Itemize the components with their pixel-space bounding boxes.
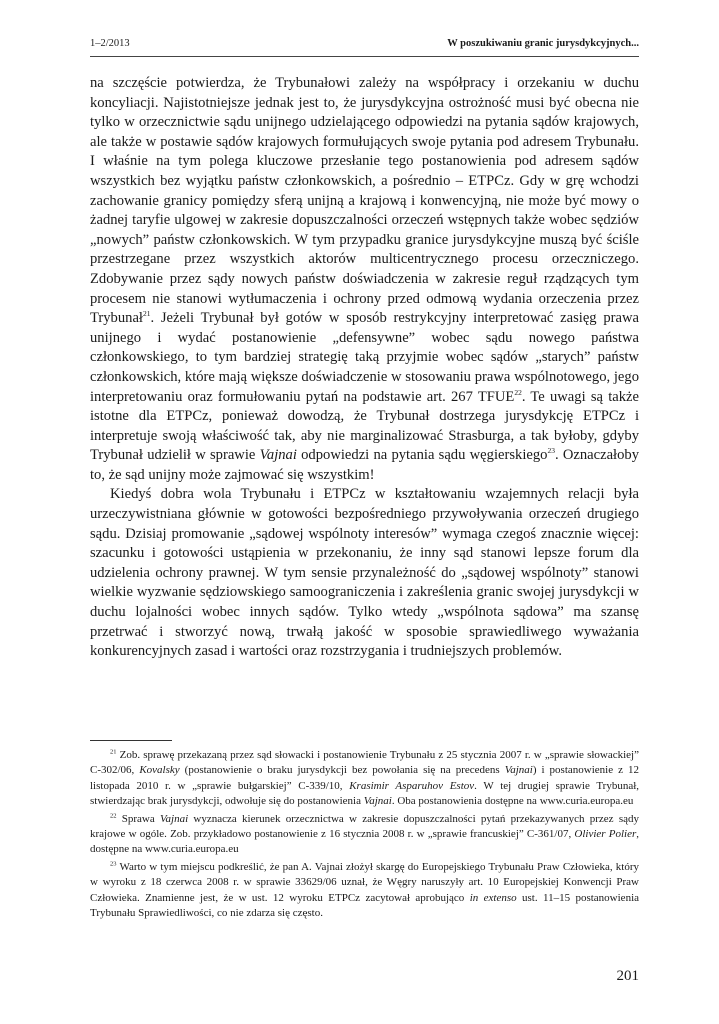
paragraph-1-text-b: . Jeżeli Trybunał był gotów w sposób restrykcyjny interpretować zasięg prawa unijnego i wydać postanowienie „defensywne” wobec sądu nowego państwa członkowskiego, to tym bardziej strategię taką przyjmie wobec sądów „starych” państw członkowskich, które mają większe doświadczenie w stosowaniu prawa wspólnotowego, jego interpretowaniu oraz formułowaniu pytań na podstawie art. 267 TFUE [90,310,639,405]
paragraph-1-text-e: . Oznaczałoby to, że sąd unijny może zajmować się wszystkim! [90,447,640,483]
footnote-22-italic: Vajnai [160,812,189,825]
footnote-ref-21: 21 [142,309,151,319]
footnote-21 [90,748,639,810]
footnote-23-text: Warto w tym miejscu podkreślić, że pan A. Vajnai złożył skargę do Europejskiego Trybunału Praw Człowieka, który w wyroku z 18 czerwca 2008 r. w sprawie 33629/06 uznał, że Węgry naruszyły art. 10 Europejskiej Konwencji Praw Człowieka. Znamienne jest, że w ust. 12 wyroku ETPCz zacytował aprobująco [90,860,639,904]
footnote-23-text: ust. 11–15 postanowienia Trybunału Sprawiedliwości, co nie zdarza się często. [90,891,640,920]
footnote-21-text: (postanowienie o braku jurysdykcji bez powołania się na precedens [179,764,505,777]
paragraph-2: Kiedyś dobra wola Trybunału i ETPCz w kształtowaniu wzajemnych relacji była urzeczywistniana głównie w gotowości bezpośredniego przywoływania orzeczeń drugiego sądu. Dzisiaj promowanie „sądowej wspólnoty interesów” wymaga czegoś znacznie więcej: szacunku i gotowości ustąpienia w przekonaniu, że inny sąd stanowi lepsze forum dla udzielenia ochrony prawnej. W tym sensie przynależność do „sądowej wspólnoty” stanowi wielkie wyzwanie sędziowskiego samoograniczenia i zakreślenia granic swojej jurysdykcji w duchu lojalności wobec innych sądów. Tylko wtedy „wspólnota sądowa” ma szansę przetrwać i stworzyć nową, trwałą jakość w sposobie sprawiedliwego wyważania konkurencyjnych zasad i wartości oraz rozstrzygania i trudniejszych problemów. [90,486,639,660]
footnote-23-italic: in extenso [469,891,517,904]
paragraph-1 [90,74,639,485]
running-title: W poszukiwaniu granic jurysdykcyjnych... [447,38,639,49]
footnote-23-number: 23 [110,860,117,868]
footnote-22-text: Sprawa [116,812,161,825]
footnote-21-text: . W tej drugiej sprawie Trybunał, stwierdzając brak jurysdykcji, odwołuje się do postanowienia [90,779,640,808]
footnote-21-text: ) i postanowienie z 12 listopada 2010 r. w „sprawie bułgarskiej” C-339/10, [90,764,640,792]
footnote-22-number: 22 [110,811,117,819]
footnote-22-text: , dostępne na www.curia.europa.eu [90,828,639,856]
running-header [90,38,639,49]
footnote-ref-23: 23 [547,446,555,456]
footnote-21-text: . Oba postanowienia dostępne na www.curia.europa.eu [391,795,634,808]
paragraph-1-text-d: odpowiedzi na pytania sądu węgierskiego [296,447,548,464]
main-text [90,74,639,662]
footnote-ref-22: 22 [514,387,522,397]
footnote-22-text: wyznacza kierunek orzecznictwa w zakresie dopuszczalności pytań przekazywanych przez sądy krajowe w ogóle. Zob. przykładowo postanowienie z 16 stycznia 2008 r. w „sprawie francuskiej” C-361/07, [90,812,639,841]
footnote-21-italic: Vajnai [363,795,392,808]
page-number: 201 [616,968,639,984]
paragraph-1-text-c: . Te uwagi są także istotne dla ETPCz, ponieważ dowodzą, że Trybunał dostrzega jurysdykcję ETPCz i interpretuje swoją właściwość tak, aby nie marginalizować Strasburga, a tak byłoby, gdyby Trybunał udzielił w sprawie [90,388,639,464]
footnote-rule [90,740,172,741]
footnote-21-number: 21 [110,748,117,756]
footnote-22 [90,812,639,858]
footnote-22-italic: Olivier Polier [574,828,637,841]
footnote-23 [90,860,639,922]
footnote-21-italic: Vajnai [504,764,533,777]
paragraph-1-text-a: na szczęście potwierdza, że Trybunałowi zależy na współpracy i orzekaniu w duchu koncyliacji. Najistotniejsze jednak jest to, że jurysdykcyjna ostrożność musi być obecna nie tylko w orzecznictwie sądu unijnego udzielającego odpowiedzi na pytania sądów krajowych, ale także w postawie sądów krajowych formułujących swoje pytania pod adresem Trybunału. I właśnie na tym polega kluczowe przesłanie tego postanowienia pod adresem sądów wszystkich bez wyjątku państw członkowskich, a pośrednio – ETPCz. Gdy w grę wchodzi zachowanie granicy pomiędzy sferą unijną a krajową i konwencyjną, nie może być mowy o żadnej taryfie ulgowej w zakresie dopuszczalności orzeczeń wstępnych także wobec sędziów „nowych” państw członkowskich. W tym przypadku granice jurysdykcyjne muszą być ściśle przestrzegane przez wszystkich aktorów multicentrycznego procesu orzeczniczego. Zdobywanie przez sądy nowych państw doświadczenia w zakresie reguł rządzących tym procesem nie stanowi wytłumaczenia i ochrony przed odmową wydania orzeczenia przez Trybunał [90,75,639,327]
footnote-21-italic: Krasimir Asparuhov Estov [349,779,475,792]
footnote-21-italic: Kovalsky [139,764,180,777]
footnotes [90,748,639,923]
footnote-21-text: Zob. sprawę przekazaną przez sąd słowacki i postanowienie Trybunału z 25 stycznia 2007 r. w „sprawie słowackiej” C-302/06, [90,749,639,777]
header-rule [90,56,639,57]
issue-number: 1–2/2013 [90,38,130,49]
case-name-vajnai: Vajnai [259,447,297,464]
